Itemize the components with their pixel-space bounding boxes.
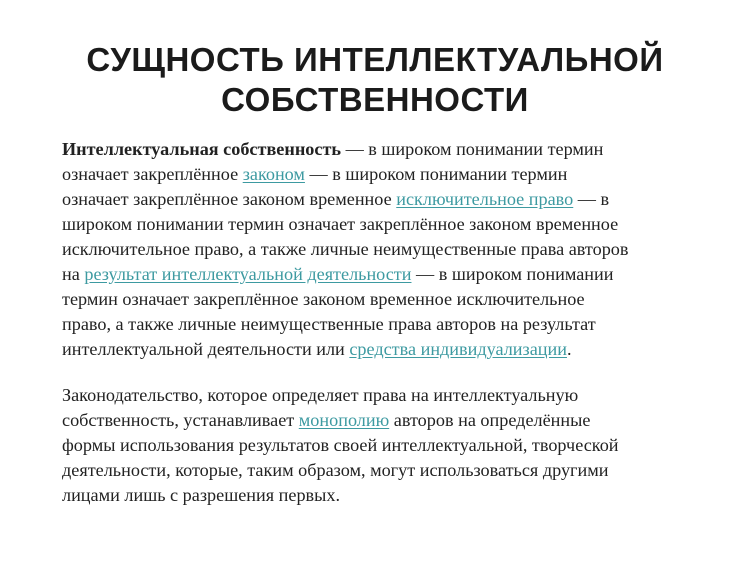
- body-text: [62, 137, 712, 508]
- term-bold: Интеллектуальная собственность: [62, 139, 342, 159]
- page-title: [0, 40, 750, 120]
- text-line: [62, 162, 712, 187]
- text-line: [62, 337, 712, 362]
- text-line: [62, 187, 712, 212]
- text-span: означает закреплённое: [62, 164, 243, 184]
- link-exclusive-right[interactable]: исключительное право: [396, 189, 574, 209]
- paragraph-legislation: [62, 383, 712, 508]
- text-line: широком понимании термин означает закреплённое законом временное: [62, 214, 619, 234]
- text-span: собственность, устанавливает: [62, 410, 299, 430]
- text-span: — в: [573, 189, 610, 209]
- text-span: .: [566, 339, 572, 359]
- link-monopoly[interactable]: монополию: [298, 410, 390, 430]
- text-line: лицами лишь с разрешения первых.: [62, 485, 340, 505]
- text-line: деятельности, которые, таким образом, могут использоваться другими: [62, 460, 609, 480]
- link-means-of-individualization[interactable]: средства индивидуализации: [349, 339, 567, 359]
- text-line: формы использования результатов своей интеллектуальной, творческой: [62, 435, 619, 455]
- text-line: [62, 137, 712, 162]
- title-line-2: СОБСТВЕННОСТИ: [221, 81, 529, 118]
- text-span: означает закреплённое законом временное: [62, 189, 397, 209]
- text-line: [62, 408, 712, 433]
- text-span: интеллектуальной деятельности или: [62, 339, 350, 359]
- text-span: — в широком понимании термин: [341, 139, 604, 159]
- text-span: — в широком понимании термин: [304, 164, 568, 184]
- text-line: [62, 262, 712, 287]
- text-line: исключительное право, а также личные неимущественные права авторов: [62, 239, 629, 259]
- link-zakonom[interactable]: законом: [242, 164, 305, 184]
- paragraph-definition: [62, 137, 712, 362]
- text-span: на: [62, 264, 85, 284]
- text-line: термин означает закреплённое законом временное исключительное: [62, 289, 585, 309]
- text-line: право, а также личные неимущественные права авторов на результат: [62, 314, 596, 334]
- text-span: — в широком понимании: [411, 264, 614, 284]
- link-intellectual-activity-result[interactable]: результат интеллектуальной деятельности: [84, 264, 412, 284]
- title-line-1: СУЩНОСТЬ ИНТЕЛЛЕКТУАЛЬНОЙ: [86, 41, 664, 78]
- text-line: Законодательство, которое определяет права на интеллектуальную: [62, 385, 579, 405]
- text-span: авторов на определённые: [389, 410, 591, 430]
